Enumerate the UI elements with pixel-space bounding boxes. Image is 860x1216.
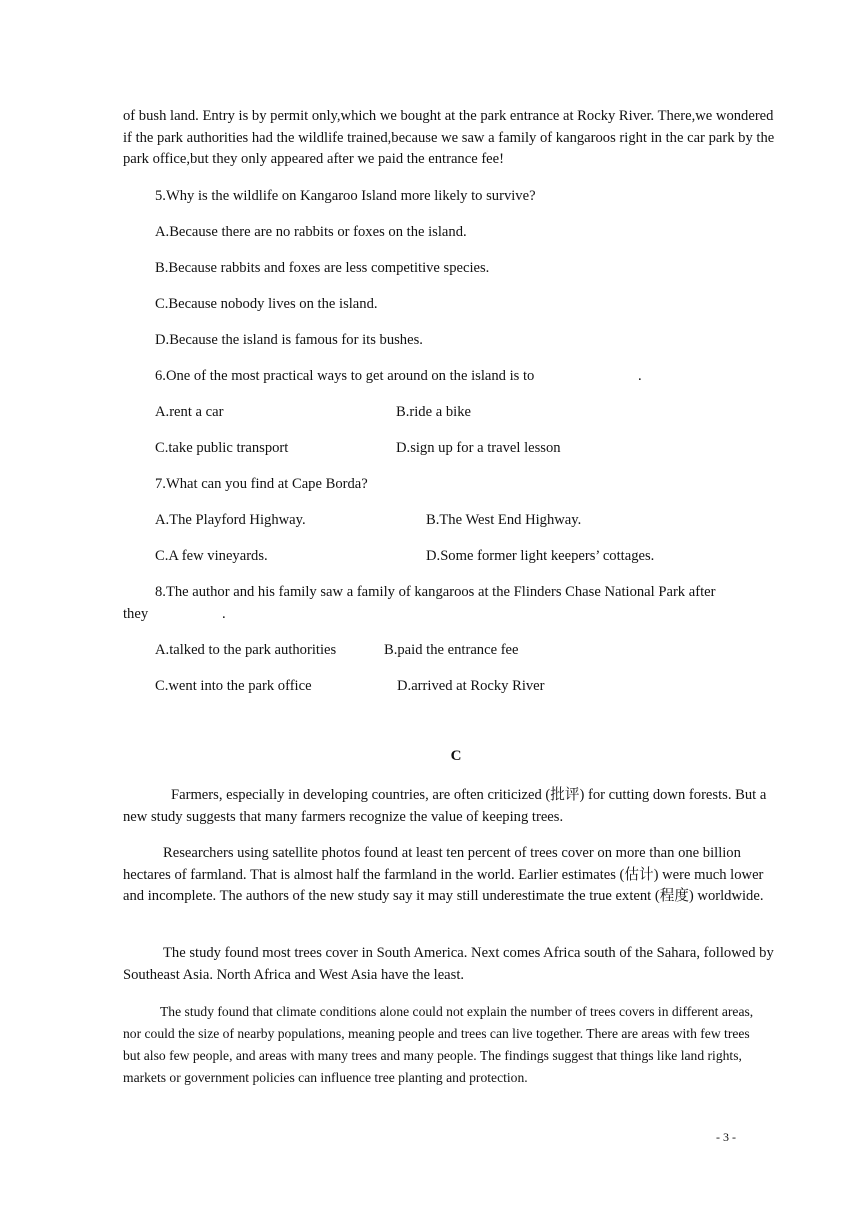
- passage-b-ending: of bush land. Entry is by permit only,which we bought at the park entrance at Rocky River. There,we wondered if the park authorities had the wildlife trained,because we saw a family of kangaroos right in the car park by the park office,but they only appeared after we paid the entrance fee!: [123, 108, 775, 167]
- question-7-stem: 7.What can you find at Cape Borda?: [155, 476, 368, 492]
- question-6-option-a: A.rent a car: [155, 404, 224, 420]
- question-5-option-d: D.Because the island is famous for its bushes.: [155, 332, 423, 348]
- question-8-option-d: D.arrived at Rocky River: [397, 678, 545, 694]
- question-5-option-a: A.Because there are no rabbits or foxes on the island.: [155, 224, 467, 240]
- question-8-option-a: A.talked to the park authorities: [155, 642, 337, 658]
- page-number: - 3 -: [716, 1130, 736, 1144]
- question-7-option-d: D.Some former light keepers’ cottages.: [426, 548, 655, 564]
- question-6-stem: 6.One of the most practical ways to get around on the island is to: [155, 368, 535, 384]
- question-8-blank-end: .: [222, 606, 226, 622]
- section-c-paragraph-2: Researchers using satellite photos found at least ten percent of trees cover on more than one billion hectares of farmland. That is almost half the farmland in the world. Earlier estimates (估计) were much lower and incomplete. The authors of the new study say it may still underestimate the true extent (程度) worldwide.: [123, 845, 764, 904]
- question-6-option-b: B.ride a bike: [396, 404, 471, 420]
- question-6-option-c: C.take public transport: [155, 440, 289, 456]
- section-c-paragraph-4: The study found that climate conditions alone could not explain the number of trees covers in different areas, nor could the size of nearby populations, meaning people and trees can live together. There are areas with few trees but also few people, and areas with many trees and many people. The findings suggest that things like land rights, markets or government policies can influence tree planting and protection.: [123, 1004, 754, 1085]
- question-8-option-b: B.paid the entrance fee: [384, 642, 519, 658]
- question-7-option-a: A.The Playford Highway.: [155, 512, 306, 528]
- question-8-stem-continued: they: [123, 606, 149, 622]
- question-8-option-c: C.went into the park office: [155, 678, 312, 694]
- question-5-option-b: B.Because rabbits and foxes are less competitive species.: [155, 260, 490, 276]
- section-c-paragraph-3: The study found most trees cover in South America. Next comes Africa south of the Sahara, followed by Southeast Asia. North Africa and West Asia have the least.: [123, 945, 774, 983]
- section-c-heading: C: [450, 748, 462, 764]
- question-5-stem: 5.Why is the wildlife on Kangaroo Island more likely to survive?: [155, 188, 536, 204]
- question-5-option-c: C.Because nobody lives on the island.: [155, 296, 378, 312]
- section-c-paragraph-1: Farmers, especially in developing countries, are often criticized (批评) for cutting down forests. But a new study suggests that many farmers recognize the value of keeping trees.: [123, 787, 767, 825]
- question-8-stem: 8.The author and his family saw a family of kangaroos at the Flinders Chase National Park after: [155, 584, 716, 600]
- question-7-option-c: C.A few vineyards.: [155, 548, 268, 564]
- question-7-option-b: B.The West End Highway.: [426, 512, 582, 528]
- question-6-option-d: D.sign up for a travel lesson: [396, 440, 561, 456]
- question-6-blank-end: .: [638, 368, 642, 384]
